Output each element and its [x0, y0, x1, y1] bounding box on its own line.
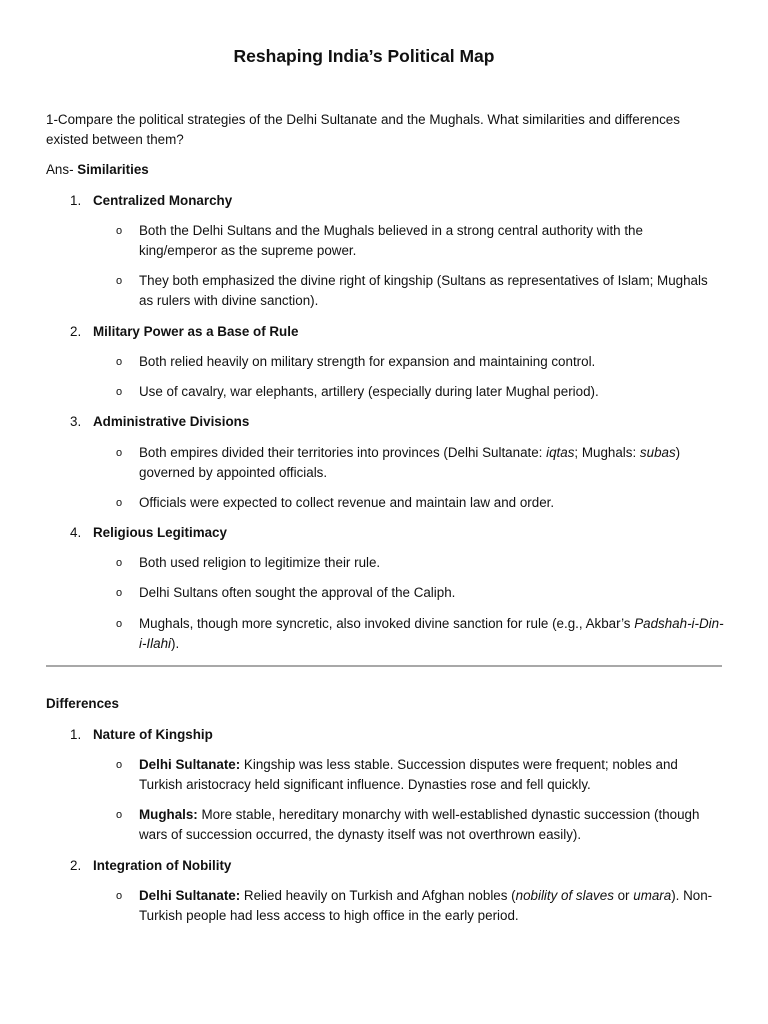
diff-2-number: 2.	[70, 858, 82, 873]
answer-label	[46, 160, 149, 180]
bullet-marker: o	[116, 356, 123, 368]
sim-1-number: 1.	[70, 193, 82, 208]
bullet-marker: o	[116, 759, 123, 771]
bullet-marker: o	[116, 386, 123, 398]
question-text: 1-Compare the political strategies of the Delhi Sultanate and the Mughals. What similarities and differences existed between them?	[46, 112, 680, 147]
bullet-marker: o	[116, 890, 123, 902]
sim-3-point-2: Officials were expected to collect revenue and maintain law and order.	[139, 495, 555, 510]
section-divider	[46, 665, 722, 667]
sim-4-point-2: Delhi Sultans often sought the approval of the Caliph.	[139, 585, 456, 600]
sim-4-title: Religious Legitimacy	[93, 525, 227, 540]
bullet-marker: o	[116, 225, 123, 237]
sim-4-point-1: Both used religion to legitimize their rule.	[139, 555, 381, 570]
diff-2-point-1: Delhi Sultanate: Relied heavily on Turkish and Afghan nobles (nobility of slaves or umara). Non-Turkish people had less access to high office in the early period.	[139, 888, 713, 923]
diff-1-title: Nature of Kingship	[93, 727, 213, 742]
sim-1-point-1: Both the Delhi Sultans and the Mughals believed in a strong central authority with the king/emperor as the supreme power.	[139, 223, 643, 258]
sim-1-title: Centralized Monarchy	[93, 193, 233, 208]
sim-2-title: Military Power as a Base of Rule	[93, 324, 299, 339]
bullet-marker: o	[116, 809, 123, 821]
sim-2-number: 2.	[70, 324, 82, 339]
diff-1-number: 1.	[70, 727, 82, 742]
similarities-heading: Similarities	[77, 162, 149, 177]
sim-2-point-2: Use of cavalry, war elephants, artillery (especially during later Mughal period).	[139, 384, 599, 399]
diff-1-point-1: Delhi Sultanate: Kingship was less stable. Succession disputes were frequent; nobles and Turkish aristocracy held significant influence. Dynasties rose and fell quickly.	[139, 757, 678, 792]
diff-2-title: Integration of Nobility	[93, 858, 232, 873]
diff-1-point-2: Mughals: More stable, hereditary monarchy with well-established dynastic succession (though wars of succession occurred, the dynasty itself was not overthrown easily).	[139, 807, 700, 842]
answer-prefix: Ans-	[46, 162, 78, 177]
bullet-marker: o	[116, 275, 123, 287]
sim-4-number: 4.	[70, 525, 82, 540]
sim-4-point-3: Mughals, though more syncretic, also invoked divine sanction for rule (e.g., Akbar’s Padshah-i-Din-i-Ilahi).	[139, 616, 724, 651]
differences-heading: Differences	[46, 696, 119, 711]
sim-2-point-1: Both relied heavily on military strength for expansion and maintaining control.	[139, 354, 596, 369]
sim-3-number: 3.	[70, 414, 82, 429]
page-title: Reshaping India’s Political Map	[233, 46, 495, 66]
sim-3-title: Administrative Divisions	[93, 414, 250, 429]
bullet-marker: o	[116, 618, 123, 630]
bullet-marker: o	[116, 447, 123, 459]
bullet-marker: o	[116, 587, 123, 599]
bullet-marker: o	[116, 497, 123, 509]
sim-3-point-1: Both empires divided their territories into provinces (Delhi Sultanate: iqtas; Mughals: subas) governed by appointed officials.	[139, 445, 681, 480]
bullet-marker: o	[116, 557, 123, 569]
sim-1-point-2: They both emphasized the divine right of kingship (Sultans as representatives of Islam; Mughals as rulers with divine sanction).	[139, 273, 708, 308]
